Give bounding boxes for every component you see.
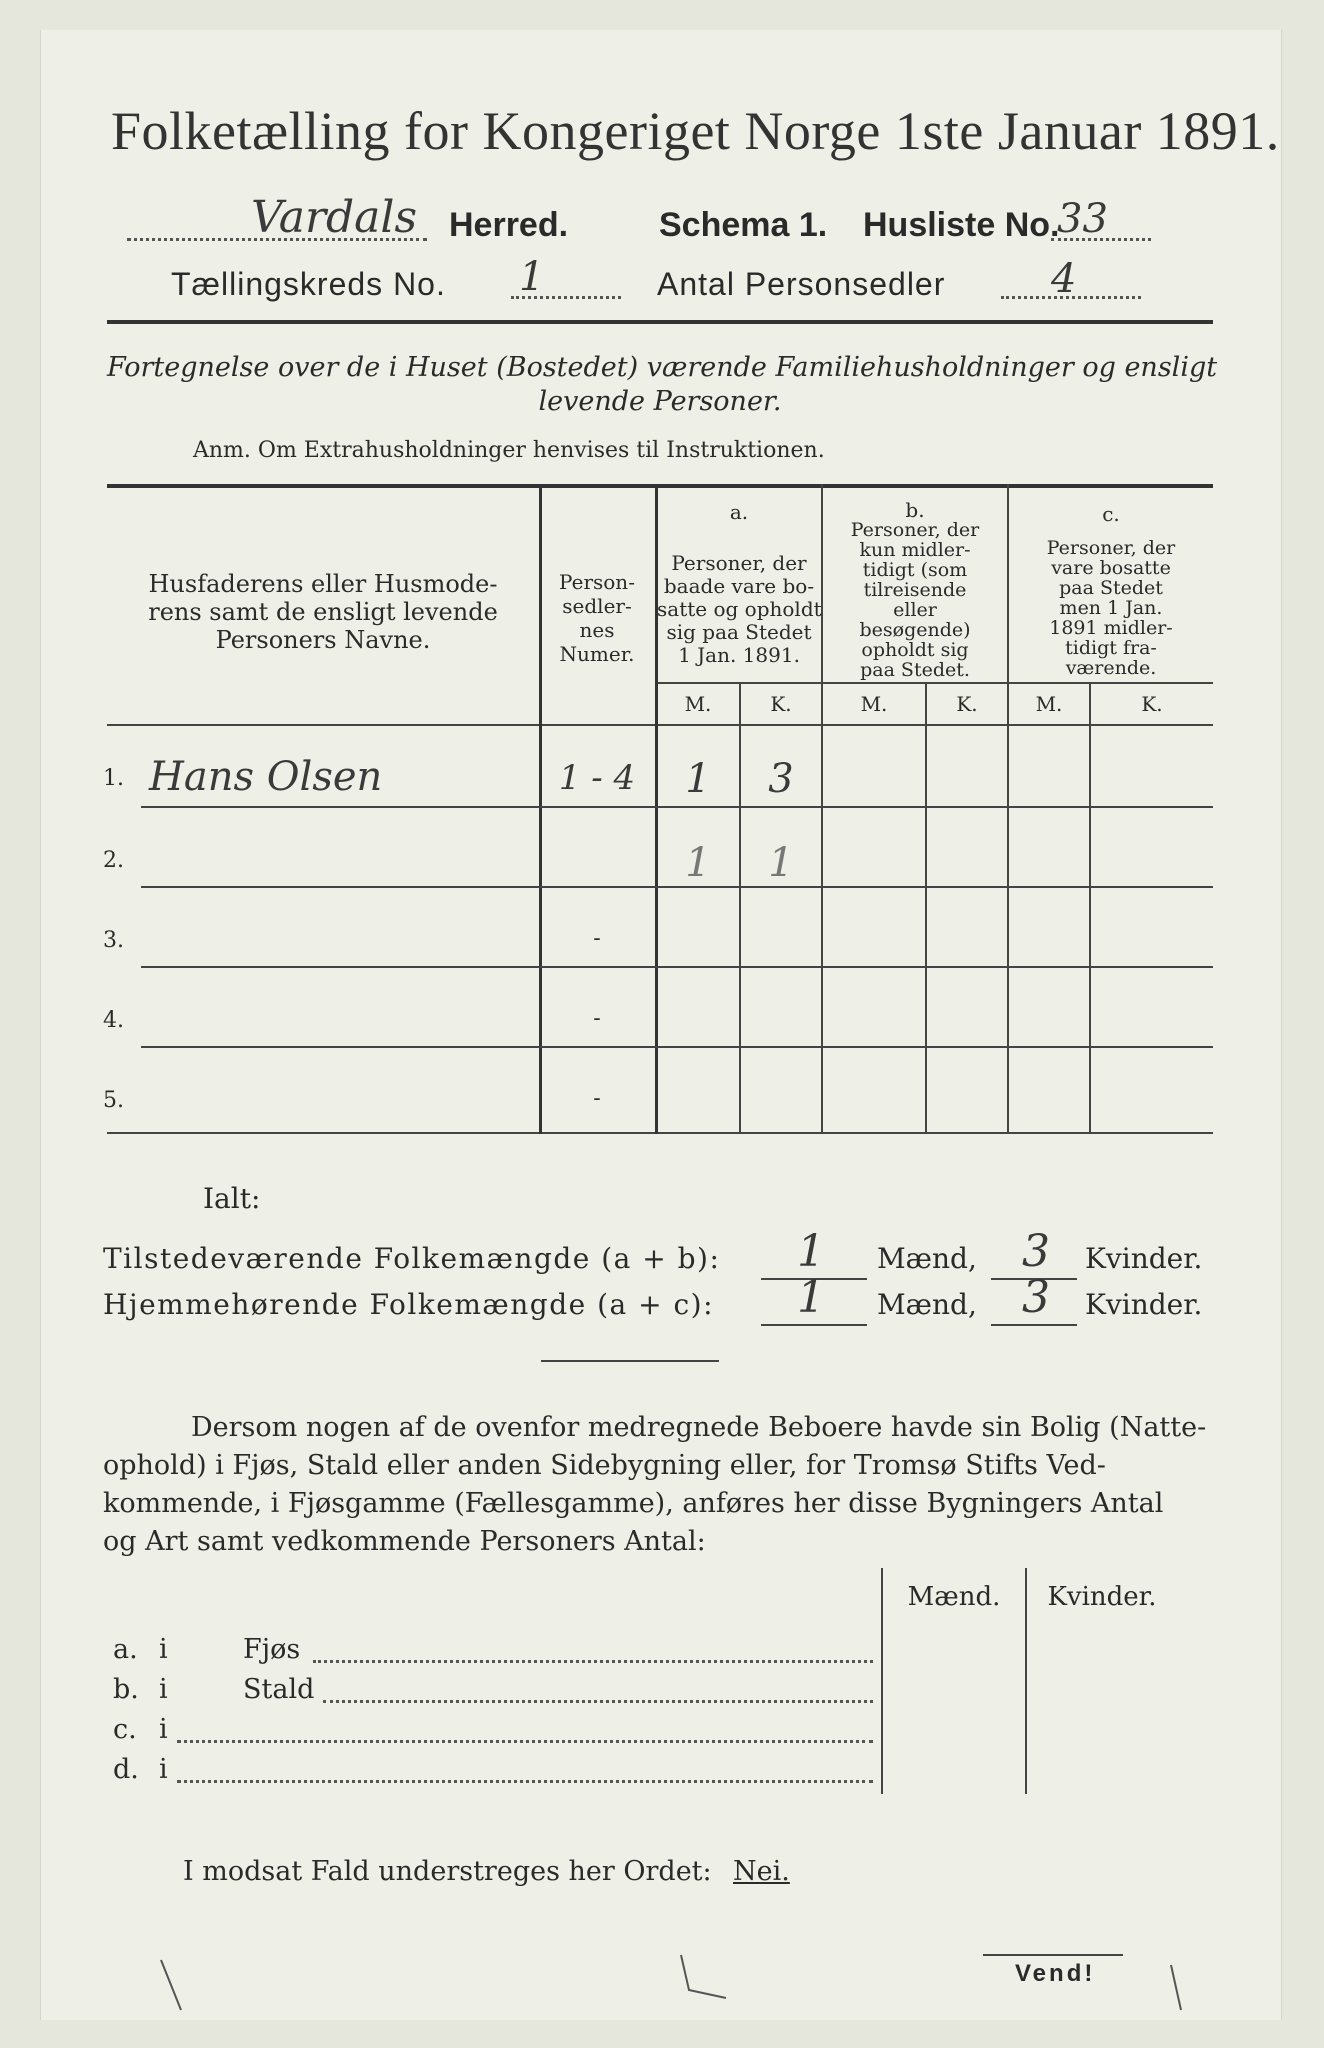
dersom-line1: Dersom nogen af de ovenfor medregnede Beboere havde sin Bolig (Natte- (191, 1412, 1207, 1443)
col-a-line5: 1 Jan. 1891. (678, 643, 800, 667)
col-num-line1: Person- (559, 570, 635, 594)
col-b-line2: kun midler- (859, 539, 971, 561)
b-m-label: M. (860, 692, 888, 716)
dersom-line2: ophold) i Fjøs, Stald eller anden Sidebygning eller, for Tromsø Stifts Ved- (103, 1450, 1106, 1481)
row3-number: 3. (103, 928, 124, 953)
herred-value: Vardals (251, 192, 418, 243)
col-names-line1: Husfaderens eller Husmode- (148, 570, 498, 598)
c-k-label: K. (1141, 692, 1163, 716)
separator-rule (541, 1360, 719, 1362)
hjemme-kvinder: Kvinder. (1085, 1288, 1203, 1321)
building-d-letter: d. (113, 1754, 139, 1785)
row5-number: 5. (103, 1088, 124, 1113)
dersom-line3: kommende, i Fjøsgamme (Fællesgamme), anføres her disse Bygningers Antal (103, 1488, 1164, 1519)
col-num-line2: sedler- (562, 594, 632, 618)
row3-sedler: - (593, 926, 601, 951)
col-a-line1: Personer, der (671, 551, 807, 575)
form-title: Folketælling for Kongeriget Norge 1ste Januar 1891. (111, 101, 1280, 161)
tilstede-label: Tilstedeværende Folkemængde (a + b): (103, 1242, 721, 1275)
row3-rule (141, 966, 1213, 968)
building-c-dots (177, 1740, 873, 1743)
row4-rule (141, 1046, 1213, 1048)
census-form-page (40, 30, 1282, 2020)
tilstede-k: 3 (1022, 1226, 1050, 1277)
building-c-letter: c. (113, 1714, 137, 1745)
col-names-line2 (111, 598, 535, 626)
row1-number: 1. (103, 766, 124, 791)
c-m-label: M. (1035, 692, 1063, 716)
hjemme-maend: Mænd, (877, 1288, 977, 1321)
col-c-line2: vare bosatte (1051, 557, 1171, 579)
nei-word: Nei. (733, 1856, 790, 1887)
tilstede-maend: Mænd, (877, 1242, 977, 1275)
col-a-header (657, 552, 821, 667)
col-b-letter: b. (905, 498, 925, 522)
row2-a-m: 1 (685, 840, 711, 886)
col-num-line4: Numer. (559, 642, 635, 666)
col-c-line1: Personer, der (1046, 537, 1176, 559)
table-header-rule (107, 724, 1213, 726)
buildings-maend-header: Mænd. (907, 1582, 1001, 1612)
col-b-line1: Personer, der (850, 519, 980, 541)
intro-line2: levende Personer. (538, 386, 782, 417)
col-a-line4: sig paa Stedet (666, 620, 812, 644)
building-d-i: i (159, 1754, 168, 1785)
a-m-label: M. (684, 692, 712, 716)
col-b-line4: tilreisende (863, 579, 967, 601)
buildings-kvinder-header: Kvinder. (1047, 1582, 1157, 1612)
row4-number: 4. (103, 1008, 124, 1033)
pencil-marks (141, 1950, 1221, 2020)
col-names-header (111, 570, 535, 654)
row1-name: Hans Olsen (149, 754, 383, 800)
row4-sedler: - (593, 1006, 601, 1031)
building-a-i: i (159, 1634, 168, 1665)
col-c-line6: tidigt fra- (1065, 637, 1157, 659)
pencil-mark-left (161, 1960, 181, 2010)
hjemme-m: 1 (797, 1272, 825, 1323)
modsat-text: I modsat Fald understreges her Ordet: (183, 1856, 712, 1887)
hjemme-k-line (991, 1324, 1077, 1326)
dersom-line4: og Art samt vedkommende Personers Antal: (103, 1526, 706, 1557)
table-top-rule (107, 484, 1213, 488)
col-names-line2-text: rens samt de ensligt levende (148, 598, 498, 626)
row2-rule (141, 886, 1213, 888)
ialt-label: Ialt: (203, 1182, 261, 1215)
hjemme-label: Hjemmehørende Folkemængde (a + c): (103, 1288, 714, 1321)
schema-label: Schema 1. (659, 206, 828, 244)
building-a-dots (313, 1660, 873, 1663)
pencil-mark-right (1171, 1965, 1181, 2010)
herred-label: Herred. (449, 206, 569, 244)
row2-a-k: 1 (768, 840, 794, 886)
pencil-mark-center (681, 1955, 726, 1998)
col-a-line3: satte og opholdt (657, 597, 822, 621)
building-a-name: Fjøs (243, 1634, 301, 1665)
intro-line1: Fortegnelse over de i Huset (Bostedet) værende Familiehusholdninger og ensligt (107, 352, 1218, 383)
col-c-line4: men 1 Jan. (1059, 597, 1163, 619)
col-b-line6: besøgende) (859, 619, 971, 641)
building-b-dots (323, 1700, 873, 1703)
col-b-line8: paa Stedet. (860, 659, 970, 681)
table-divider-b-mk (925, 682, 927, 1134)
kreds-dotted-line (511, 296, 621, 299)
antal-value: 4 (1051, 256, 1077, 302)
col-c-line5: 1891 midler- (1049, 617, 1173, 639)
building-b-letter: b. (113, 1674, 139, 1705)
building-a-letter: a. (113, 1634, 138, 1665)
building-b-name: Stald (243, 1674, 315, 1705)
antal-label: Antal Personsedler (657, 266, 946, 302)
col-c-line7: værende. (1065, 657, 1157, 679)
vend-label: Vend! (1015, 1960, 1096, 1987)
row1-rule (141, 806, 1213, 808)
building-c-i: i (159, 1714, 168, 1745)
a-k-label: K. (770, 692, 792, 716)
kreds-value: 1 (519, 254, 545, 300)
col-c-line3: paa Stedet (1059, 577, 1163, 599)
table-divider-c-mk (1089, 682, 1091, 1134)
husliste-value: 33 (1057, 196, 1108, 242)
col-num-header (541, 570, 653, 666)
col-num-line3: nes (579, 618, 615, 642)
husliste-label: Husliste No. (863, 206, 1060, 244)
col-a-line2: baade vare bo- (663, 574, 815, 598)
tilstede-kvinder: Kvinder. (1085, 1242, 1203, 1275)
building-b-i: i (159, 1674, 168, 1705)
row1-a-k: 3 (768, 756, 794, 802)
col-c-header (1009, 538, 1213, 678)
table-divider-a-mk (739, 682, 741, 1134)
table-bottom-rule (107, 1132, 1213, 1134)
col-b-line7: opholdt sig (861, 639, 969, 661)
kreds-label: Tællingskreds No. (171, 266, 446, 302)
col-b-header (823, 520, 1007, 680)
col-a-letter: a. (729, 500, 749, 524)
husliste-dotted-line (1051, 238, 1151, 241)
hjemme-k: 3 (1022, 1272, 1050, 1323)
row2-number: 2. (103, 848, 124, 873)
col-b-line3: tidigt (som (862, 559, 968, 581)
header-rule (107, 320, 1213, 324)
row1-a-m: 1 (685, 756, 711, 802)
col-names-line3: Personers Navne. (215, 626, 431, 654)
anm-note: Anm. Om Extrahusholdninger henvises til Instruktionen. (193, 438, 825, 463)
col-b-line5: eller (893, 599, 937, 621)
antal-dotted-line (1001, 296, 1141, 299)
tilstede-m: 1 (797, 1226, 825, 1277)
row5-sedler: - (593, 1086, 601, 1111)
col-c-letter: c. (1102, 502, 1120, 526)
building-d-dots (177, 1780, 873, 1783)
hjemme-m-line (761, 1324, 867, 1326)
b-k-label: K. (956, 692, 978, 716)
row1-sedler: 1 - 4 (558, 758, 636, 798)
